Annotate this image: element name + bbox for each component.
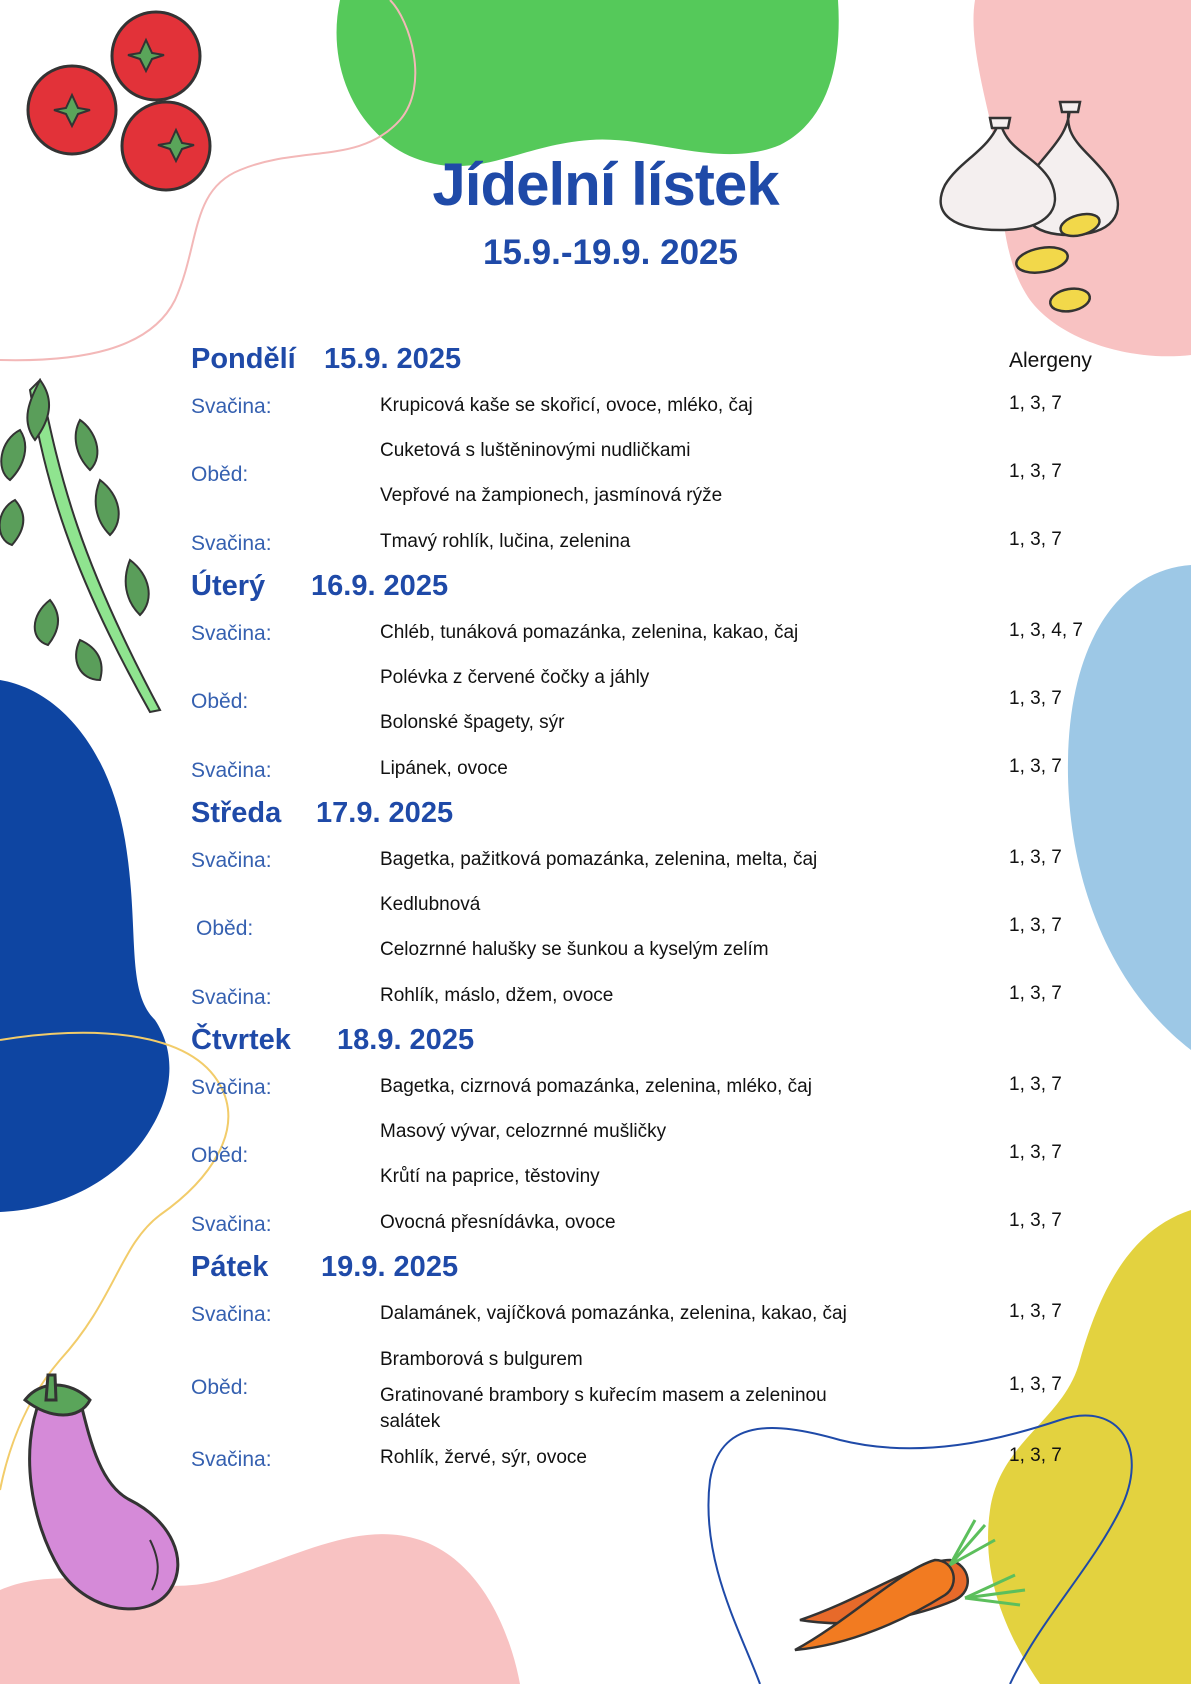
meal-label: Svačina: xyxy=(191,1448,272,1471)
allergens: 1, 3, 4, 7 xyxy=(1009,620,1083,641)
dish: Polévka z červené čočky a jáhly xyxy=(380,667,650,688)
allergens: 1, 3, 7 xyxy=(1009,756,1062,777)
allergens: 1, 3, 7 xyxy=(1009,1142,1062,1163)
meal-label: Svačina: xyxy=(191,1076,272,1099)
meal-label: Oběd: xyxy=(191,1376,249,1399)
week-dates: 15.9.-19.9. 2025 xyxy=(483,233,738,272)
dish: Rohlík, žervé, sýr, ovoce xyxy=(380,1447,587,1468)
meal-label: Oběd: xyxy=(191,1144,249,1167)
allergens: 1, 3, 7 xyxy=(1009,1445,1062,1466)
allergen-header: Alergeny xyxy=(1009,349,1092,372)
day-heading xyxy=(191,1024,475,1057)
dish: Krůtí na paprice, těstoviny xyxy=(380,1166,600,1187)
allergens: 1, 3, 7 xyxy=(1009,461,1062,482)
day-date: 16.9. 2025 xyxy=(311,570,449,602)
day-name: Středa xyxy=(191,797,282,829)
allergens: 1, 3, 7 xyxy=(1009,688,1062,709)
day-date: 19.9. 2025 xyxy=(321,1251,459,1283)
meal-label: Oběd: xyxy=(191,690,249,713)
day-heading xyxy=(191,1251,459,1284)
dish: Vepřové na žampionech, jasmínová rýže xyxy=(380,485,723,506)
day-heading xyxy=(191,343,462,376)
dish: Lipánek, ovoce xyxy=(380,758,508,779)
day-name: Pondělí xyxy=(191,343,296,375)
day-name: Čtvrtek xyxy=(191,1024,291,1056)
day-heading xyxy=(191,570,449,603)
allergens: 1, 3, 7 xyxy=(1009,915,1062,936)
allergens: 1, 3, 7 xyxy=(1009,1210,1062,1231)
dish: Rohlík, máslo, džem, ovoce xyxy=(380,985,614,1006)
day-date: 17.9. 2025 xyxy=(316,797,454,829)
dish: Celozrnné halušky se šunkou a kyselým zelím xyxy=(380,939,769,960)
meal-label: Svačina: xyxy=(191,1303,272,1326)
dish: Masový vývar, celozrnné mušličky xyxy=(380,1121,667,1142)
dish: Tmavý rohlík, lučina, zelenina xyxy=(380,531,631,552)
allergens: 1, 3, 7 xyxy=(1009,393,1062,414)
dish: Chléb, tunáková pomazánka, zelenina, kakao, čaj xyxy=(380,622,799,643)
dish: Gratinované brambory s kuřecím masem a zeleninou salátek xyxy=(380,1385,827,1432)
dish: Bagetka, cizrnová pomazánka, zelenina, mléko, čaj xyxy=(380,1076,812,1097)
day-date: 18.9. 2025 xyxy=(337,1024,475,1056)
meal-label: Svačina: xyxy=(191,759,272,782)
meal-label: Svačina: xyxy=(191,986,272,1009)
allergens: 1, 3, 7 xyxy=(1009,1074,1062,1095)
dish: Bolonské špagety, sýr xyxy=(380,712,565,733)
dish: Dalamánek, vajíčková pomazánka, zelenina, kakao, čaj xyxy=(380,1303,847,1324)
allergens: 1, 3, 7 xyxy=(1009,529,1062,550)
page-title: Jídelní lístek xyxy=(432,151,779,218)
meal-label: Svačina: xyxy=(191,532,272,555)
meal-label: Svačina: xyxy=(191,395,272,418)
day-date: 15.9. 2025 xyxy=(324,343,462,375)
allergens: 1, 3, 7 xyxy=(1009,983,1062,1004)
allergens: 1, 3, 7 xyxy=(1009,1301,1062,1322)
dish: Bramborová s bulgurem xyxy=(380,1349,583,1370)
dish: Ovocná přesnídávka, ovoce xyxy=(380,1212,616,1233)
meal-label: Svačina: xyxy=(191,1213,272,1236)
meal-label: Svačina: xyxy=(191,622,272,645)
dish: Kedlubnová xyxy=(380,894,481,915)
allergens: 1, 3, 7 xyxy=(1009,847,1062,868)
meal-label: Oběd: xyxy=(191,463,249,486)
day-name: Pátek xyxy=(191,1251,269,1283)
meal-label: Oběd: xyxy=(196,917,254,940)
dish: Cuketová s luštěninovými nudličkami xyxy=(380,440,691,461)
allergens: 1, 3, 7 xyxy=(1009,1374,1062,1395)
meal-label: Svačina: xyxy=(191,849,272,872)
dish: Bagetka, pažitková pomazánka, zelenina, melta, čaj xyxy=(380,849,818,870)
day-heading xyxy=(191,797,454,830)
day-name: Úterý xyxy=(191,570,266,602)
dish: Krupicová kaše se skořicí, ovoce, mléko, čaj xyxy=(380,395,753,416)
